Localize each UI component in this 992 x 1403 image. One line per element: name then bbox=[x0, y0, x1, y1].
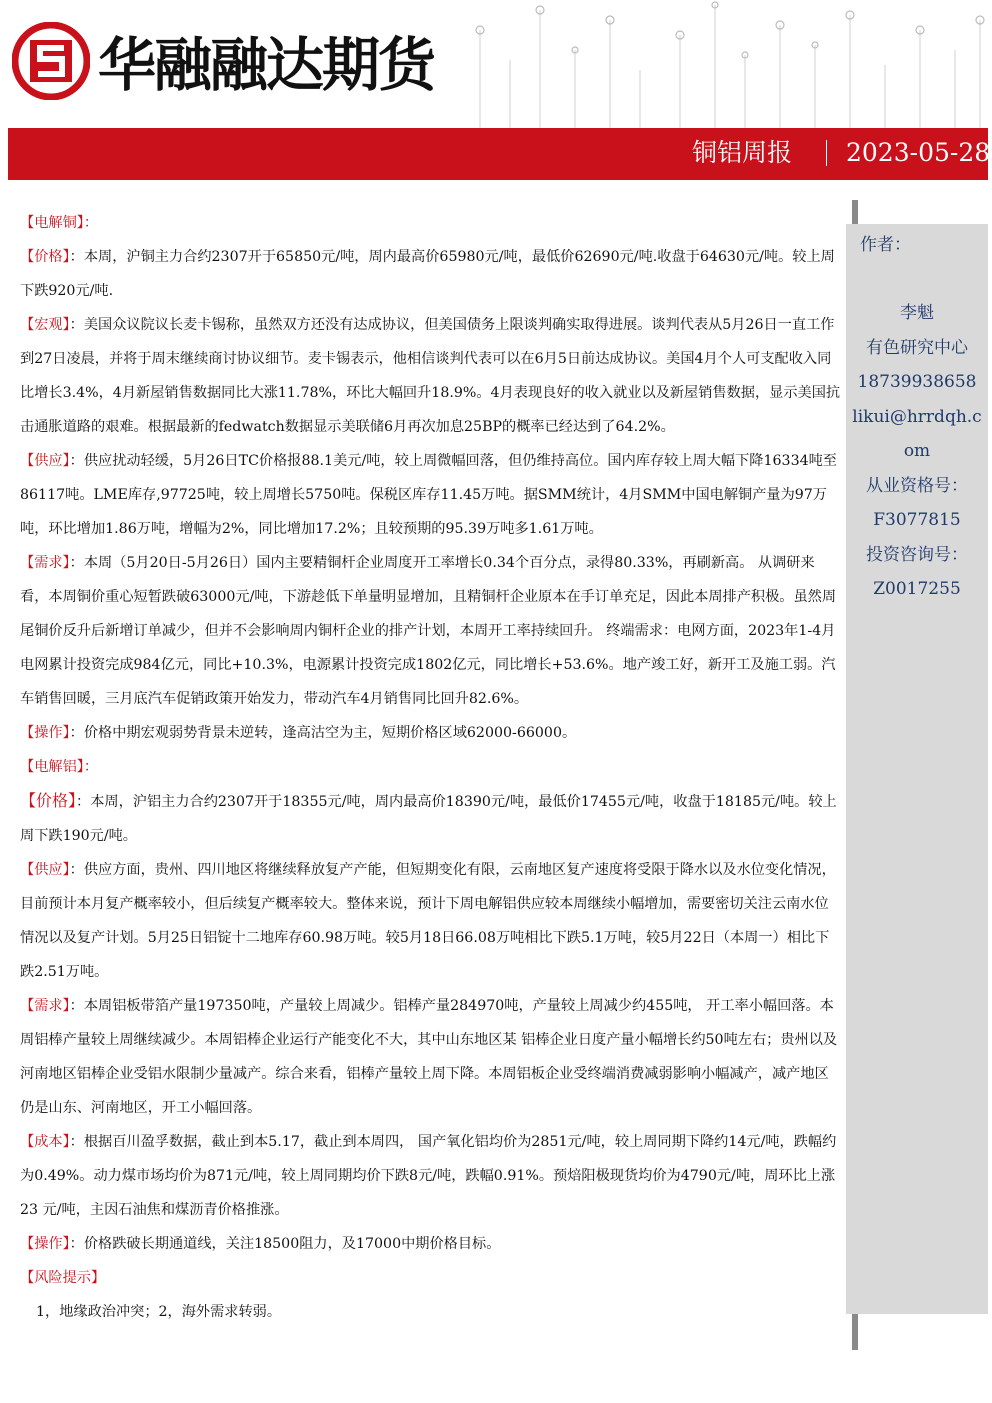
macro-tag: 【宏观】 bbox=[20, 317, 70, 333]
aluminum-operation bbox=[20, 1227, 842, 1261]
report-title: 铜铝周报 bbox=[692, 138, 793, 167]
author-info bbox=[850, 296, 984, 607]
price-tag: 【价格】 bbox=[20, 249, 70, 265]
cost-tag: 【成本】 bbox=[20, 1134, 70, 1150]
title-separator bbox=[826, 140, 827, 166]
section-heading: 【电解铜】： bbox=[20, 215, 99, 231]
price-tag: 【价格】 bbox=[20, 791, 77, 810]
copper-heading bbox=[20, 206, 842, 240]
copper-macro-text: ：美国众议院议长麦卡锡称，虽然双方还没有达成协议，但美国债务上限谈判确实取得进展。谈判代表从5月26日一直工作到27日凌晨，并将于周末继续商讨协议细节。麦卡锡表示，他相信谈判代表可以在6月5日前达成协议。美国4月个人可支配收入同比增长3.4%，4月新屋销售数据同比大涨11.78%，环比大幅回升18.9%。4月表现良好的收入就业以及新屋销售数据，显示美国抗击通胀道路的艰难。根据最新的fedwatch数据显示美联储6月再次加息25BP的概率已经达到了64.2%。 bbox=[20, 317, 841, 435]
aluminum-demand-text: ：本周铝板带箔产量197350吨，产量较上周减少。铝棒产量284970吨，产量较上周减少约455吨， 开工率小幅回落。本周铝棒产量较上周继续减少。本周铝棒企业运行产能变化不大，其中山东地区某 铝棒企业日度产量小幅增长约50吨左右；贵州以及河南地区铝棒企业受铝水限制少量减产。综合来看，铝棒产量较上周下降。本周铝板企业受终端消费减弱影响小幅减产，减产地区仍是山东、河南地区，开工小幅回落。 bbox=[20, 998, 838, 1116]
aluminum-supply bbox=[20, 853, 842, 989]
aluminum-cost-text: ：根据百川盈孚数据，截止到本5.17，截止到本周四， 国产氧化铝均价为2851元/吨，较上周同期下降约14元/吨，跌幅约为0.49%。动力煤市场均价为871元/吨，较上周同期均价下跌8元/吨，跌幅0.91%。预焙阳极现货均价为4790元/吨，周环比上涨 23 元/吨，主因石油焦和煤沥青价格推涨。 bbox=[20, 1134, 837, 1218]
demand-tag: 【需求】 bbox=[20, 998, 70, 1014]
supply-tag: 【供应】 bbox=[20, 862, 70, 878]
operation-tag: 【操作】 bbox=[20, 1236, 70, 1252]
aluminum-operation-text: ：价格跌破长期通道线，关注18500阻力，及17000中期价格目标。 bbox=[69, 1236, 501, 1252]
report-body bbox=[20, 206, 842, 1329]
aluminum-cost bbox=[20, 1125, 842, 1227]
aluminum-price bbox=[20, 784, 842, 853]
cert-number: F3077815 bbox=[873, 510, 961, 530]
author-label: 作者： bbox=[860, 235, 911, 255]
copper-macro bbox=[20, 308, 842, 444]
report-header bbox=[0, 0, 992, 180]
risk-tag: 【风险提示】 bbox=[20, 1270, 106, 1286]
risk-text: 1，地缘政治冲突；2，海外需求转弱。 bbox=[36, 1304, 282, 1320]
operation-tag: 【操作】 bbox=[20, 725, 70, 741]
title-bar bbox=[8, 128, 991, 180]
author-email: likui@hrrdqh.com bbox=[852, 406, 982, 461]
copper-demand bbox=[20, 546, 842, 716]
copper-supply bbox=[20, 444, 842, 546]
company-name: 华融融达期货 bbox=[98, 31, 435, 99]
author-name: 李魁 bbox=[900, 303, 934, 323]
copper-price bbox=[20, 240, 842, 308]
section-heading: 【电解铝】： bbox=[20, 759, 99, 775]
copper-demand-text: ：本周（5月20日-5月26日）国内主要精铜杆企业周度开工率增长0.34个百分点，录得80.33%，再刷新高。 从调研来看，本周铜价重心短暂跌破63000元/吨，下游趁低下单量明显增加，且精铜杆企业原本在手订单充足，因此本周排产积极。虽然周尾铜价反升后新增订单减少，但并不会影响周内铜杆企业的排产计划，本周开工率持续回升。 终端需求：电网方面，2023年1-4月电网累计投资完成984亿元，同比+10.3%，电源累计投资完成1802亿元，同比增长+53.6%。地产竣工好，新开工及施工弱。汽车销售回暖，三月底汽车促销政策开始发力，带动汽车4月销售同比回升82.6%。 bbox=[20, 555, 837, 707]
demand-tag: 【需求】 bbox=[20, 555, 70, 571]
aluminum-heading bbox=[20, 750, 842, 784]
advisor-number: Z0017255 bbox=[873, 579, 961, 599]
copper-operation-text: ：价格中期宏观弱势背景未逆转，逢高沽空为主，短期价格区域62000-66000。 bbox=[69, 725, 577, 741]
aluminum-price-text: ：本周，沪铝主力合约2307开于18355元/吨，周内最高价18390元/吨，最低价17455元/吨，收盘于18185元/吨。较上周下跌190元/吨。 bbox=[20, 794, 837, 844]
author-dept: 有色研究中心 bbox=[866, 337, 968, 358]
company-logo-icon bbox=[12, 22, 90, 100]
copper-price-text: ：本周，沪铜主力合约2307开于65850元/吨，周内最高价65980元/吨，最低价62690元/吨.收盘于64630元/吨。较上周下跌920元/吨. bbox=[20, 249, 835, 299]
supply-tag: 【供应】 bbox=[20, 453, 70, 469]
aluminum-demand bbox=[20, 989, 842, 1125]
copper-operation bbox=[20, 716, 842, 750]
author-phone: 18739938658 bbox=[857, 372, 977, 392]
advisor-label: 投资咨询号： bbox=[866, 544, 968, 565]
copper-supply-text: ：供应扰动轻缓，5月26日TC价格报88.1美元/吨，较上周微幅回落，但仍维持高位。国内库存较上周大幅下降16334吨至86117吨。LME库存,97725吨，较上周增长5750吨。保税区库存11.45万吨。据SMM统计，4月SMM中国电解铜产量为97万吨，环比增加1.86万吨，增幅为2%，同比增加17.2%；且较预期的95.39万吨多1.61万吨。 bbox=[20, 453, 837, 537]
header-decoration bbox=[440, 0, 992, 128]
aluminum-supply-text: ：供应方面，贵州、四川地区将继续释放复产产能，但短期变化有限，云南地区复产速度将受限于降水以及水位变化情况，目前预计本月复产概率较小，但后续复产概率较大。整体来说，预计下周电解铝供应较本周继续小幅增加，需要密切关注云南水位情况以及复产计划。5月25日铝锭十二地库存60.98万吨。较5月18日66.08万吨相比下跌5.1万吨，较5月22日（本周一）相比下跌2.51万吨。 bbox=[20, 862, 836, 980]
report-date: 2023-05-28 bbox=[846, 138, 991, 167]
risk-heading bbox=[20, 1261, 842, 1295]
cert-label: 从业资格号： bbox=[866, 475, 968, 496]
